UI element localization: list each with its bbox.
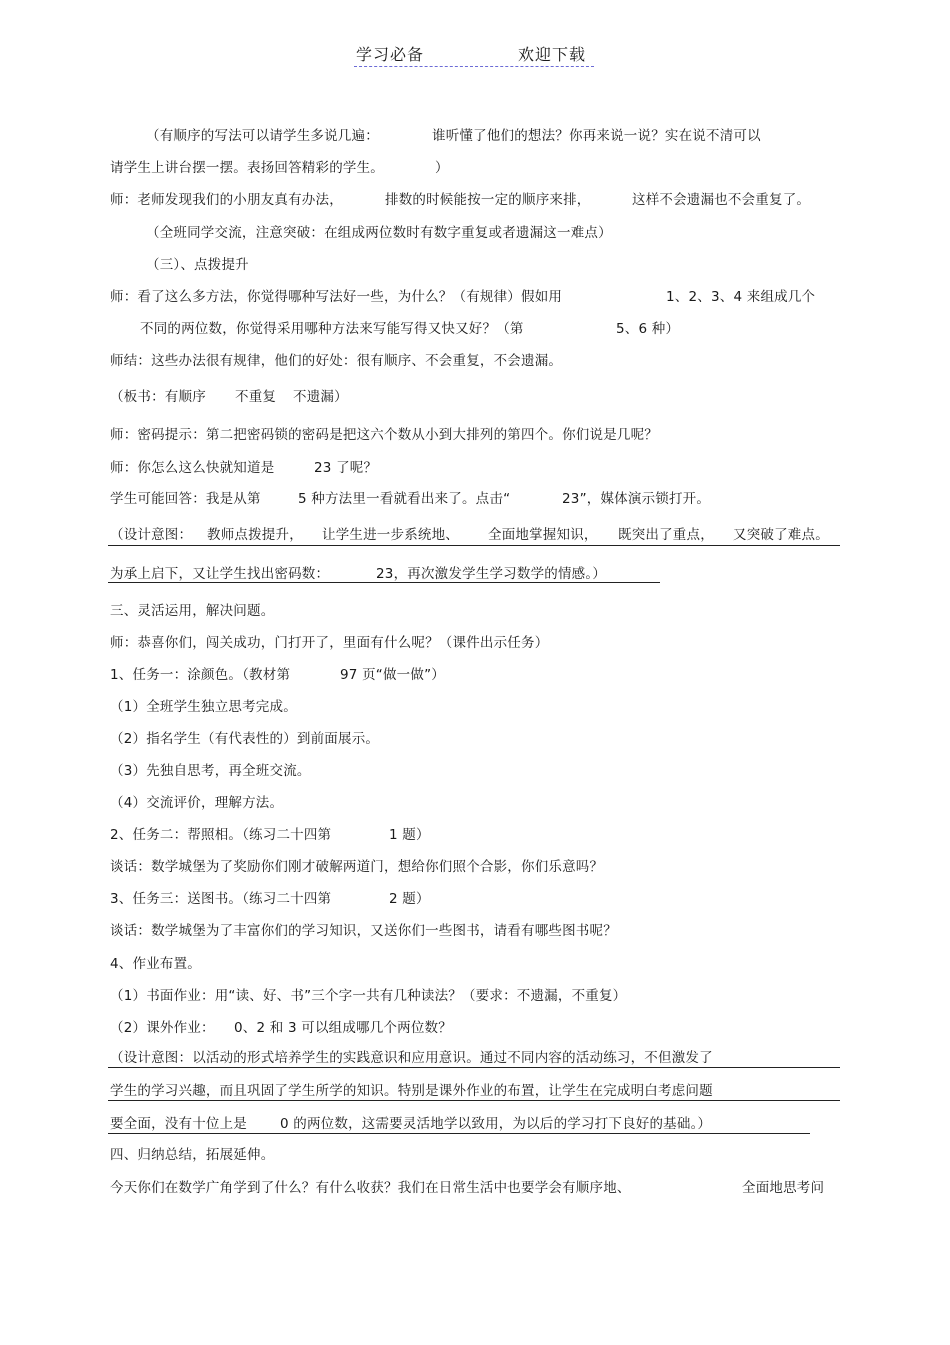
text-line: 全面地思考问 xyxy=(742,1180,825,1196)
text-line: 2 题） xyxy=(389,891,430,907)
text-line: （2）指名学生（有代表性的）到前面展示。 xyxy=(110,731,380,747)
text-line: 0 的两位数，这需要灵活地学以致用，为以后的学习打下良好的基础。） xyxy=(280,1116,712,1132)
text-line: （1）书面作业：用“读、好、书”三个字一共有几种读法？（要求：不遗漏，不重复） xyxy=(110,988,627,1004)
text-line: （有顺序的写法可以请学生多说几遍： xyxy=(146,128,379,144)
text-line: 97 页“做一做”） xyxy=(340,667,445,683)
text-line: 谈话：数学城堡为了奖励你们刚才破解两道门，想给你们照个合影，你们乐意吗？ xyxy=(110,859,604,875)
text-line: 5、6 种） xyxy=(616,321,680,337)
header-left-text: 学习必备 xyxy=(356,45,425,64)
text-line: 今天你们在数学广角学到了什么？有什么收获？我们在日常生活中也要学会有顺序地、 xyxy=(110,1180,631,1196)
text-line: 又突破了难点。 xyxy=(733,527,829,543)
text-line: 23 了呢？ xyxy=(314,460,378,476)
text-line: 师：看了这么多方法，你觉得哪种写法好一些，为什么？（有规律）假如用 xyxy=(110,289,563,305)
text-line: 师：密码提示：第二把密码锁的密码是把这六个数从小到大排列的第四个。你们说是几呢？ xyxy=(110,427,658,443)
text-line: （三）、点拨提升 xyxy=(146,257,249,273)
text-line: 1、任务一：涂颜色。（教材第 xyxy=(110,667,291,683)
text-line: 全面地掌握知识， xyxy=(488,527,598,543)
text-line: 师：老师发现我们的小朋友真有办法， xyxy=(110,192,343,208)
underline xyxy=(108,545,840,546)
text-line: 三、灵活运用，解决问题。 xyxy=(110,603,275,619)
page-header xyxy=(354,40,594,67)
text-line: 这样不会遗漏也不会重复了。 xyxy=(632,192,811,208)
text-line: 谁听懂了他们的想法？你再来说一说？实在说不清可以 xyxy=(432,128,761,144)
text-line: （1）全班学生独立思考完成。 xyxy=(110,699,297,715)
text-line: 23，再次激发学生学习数学的情感。） xyxy=(376,566,607,582)
text-line: 排数的时候能按一定的顺序来排， xyxy=(385,192,591,208)
text-line: 要全面，没有十位上是 xyxy=(110,1116,247,1132)
text-line: 四、归纳总结，拓展延伸。 xyxy=(110,1147,275,1163)
underline xyxy=(108,1133,810,1134)
text-line: （2）课外作业： xyxy=(110,1020,215,1036)
text-line: 学生的学习兴趣，而且巩固了学生所学的知识。特别是课外作业的布置，让学生在完成明白考虑问题 xyxy=(110,1083,713,1099)
text-line: 教师点拨提升， xyxy=(207,527,303,543)
text-line: 0、2 和 3 可以组成哪几个两位数？ xyxy=(234,1020,452,1036)
text-line: 谈话：数学城堡为了丰富你们的学习知识，又送你们一些图书，请看有哪些图书呢？ xyxy=(110,923,617,939)
text-line: 师：你怎么这么快就知道是 xyxy=(110,460,275,476)
text-line: 23”，媒体演示锁打开。 xyxy=(562,491,711,507)
text-line: （设计意图： xyxy=(110,527,193,543)
text-line: 师：恭喜你们，闯关成功，门打开了，里面有什么呢？（课件出示任务） xyxy=(110,635,549,651)
header-right-text: 欢迎下载 xyxy=(518,45,587,64)
text-line: 学生可能回答：我是从第 xyxy=(110,491,261,507)
text-line: ） xyxy=(435,160,449,176)
text-line: 既突出了重点， xyxy=(618,527,714,543)
text-line: 3、任务三：送图书。（练习二十四第 xyxy=(110,891,332,907)
text-line: 不重复 xyxy=(235,389,277,405)
text-line: 让学生进一步系统地、 xyxy=(322,527,459,543)
text-line: （4）交流评价，理解方法。 xyxy=(110,795,284,811)
text-line: （板书：有顺序 xyxy=(110,389,206,405)
text-line: （全班同学交流，注意突破：在组成两位数时有数字重复或者遗漏这一难点） xyxy=(146,225,612,241)
text-line: 4、作业布置。 xyxy=(110,956,201,972)
text-line: （3）先独自思考，再全班交流。 xyxy=(110,763,311,779)
underline xyxy=(108,1100,840,1101)
underline xyxy=(108,1067,840,1068)
text-line: 请学生上讲台摆一摆。表扬回答精彩的学生。 xyxy=(110,160,384,176)
text-line: 1 题） xyxy=(389,827,430,843)
text-line: 师结：这些办法很有规律，他们的好处：很有顺序、不会重复，不会遗漏。 xyxy=(110,353,563,369)
text-line: 为承上启下，又让学生找出密码数： xyxy=(110,566,330,582)
underline xyxy=(108,582,660,583)
text-line: 不同的两位数，你觉得采用哪种方法来写能写得又快又好？（第 xyxy=(140,321,524,337)
text-line: 1、2、3、4 来组成几个 xyxy=(666,289,816,305)
text-line: 5 种方法里一看就看出来了。点击“ xyxy=(298,491,511,507)
text-line: 不遗漏） xyxy=(293,389,348,405)
text-line: （设计意图：以活动的形式培养学生的实践意识和应用意识。通过不同内容的活动练习，不但激发了 xyxy=(110,1050,713,1066)
text-line: 2、任务二：帮照相。（练习二十四第 xyxy=(110,827,332,843)
